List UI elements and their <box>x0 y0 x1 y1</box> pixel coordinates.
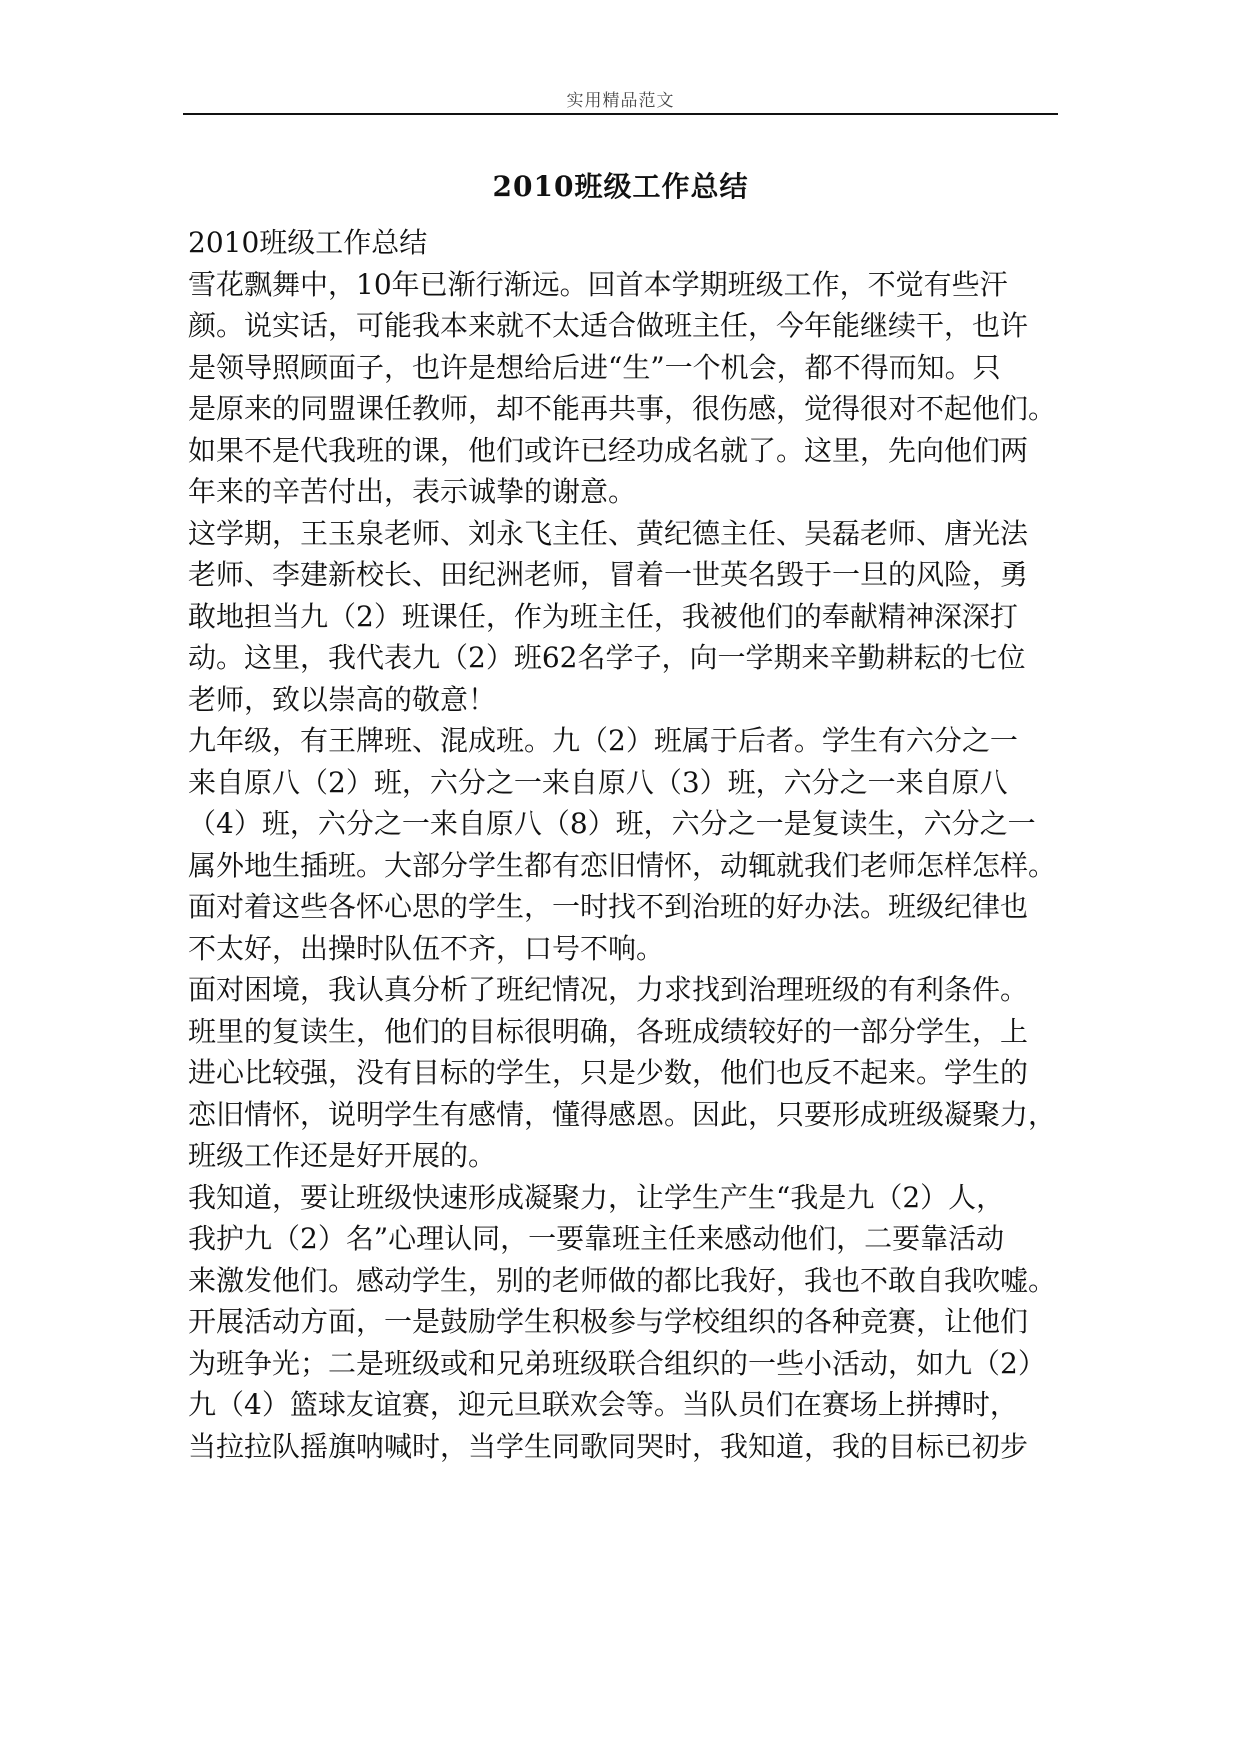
body-line: 是原来的同盟课任教师，却不能再共事，很伤感，觉得很对不起他们。 <box>188 392 1057 425</box>
header-rule <box>183 113 1058 115</box>
body-line: 来激发他们。感动学生，别的老师做的都比我好，我也不敢自我吹嘘。 <box>188 1263 1057 1297</box>
body-line: 不太好，出操时队伍不齐，口号不响。 <box>188 931 665 965</box>
body-line: 九年级，有王牌班、混成班。九（2）班属于后者。学生有六分之一 <box>188 724 1018 757</box>
document-body <box>188 222 1068 1467</box>
body-line: 面对着这些各怀心思的学生，一时找不到治班的好办法。班级纪律也 <box>188 890 1029 923</box>
body-line: 班里的复读生，他们的目标很明确，各班成绩较好的一部分学生，上 <box>188 1014 1029 1048</box>
body-line: 九（4）篮球友谊赛，迎元旦联欢会等。当队员们在赛场上拼搏时， <box>188 1388 1018 1421</box>
body-line: （4）班，六分之一来自原八（8）班，六分之一是复读生，六分之一 <box>188 807 1036 840</box>
body-line: 老师，致以崇高的敬意！ <box>188 682 497 716</box>
body-line: 雪花飘舞中，10年已渐行渐远。回首本学期班级工作，不觉有些汗 <box>188 267 1008 301</box>
body-line: 颜。说实话，可能我本来就不太适合做班主任，今年能继续干，也许 <box>188 309 1029 342</box>
body-line: 恋旧情怀，说明学生有感情，懂得感恩。因此，只要形成班级凝聚力， <box>188 1097 1057 1131</box>
body-line: 老师、李建新校长、田纪洲老师，冒着一世英名毁于一旦的风险，勇 <box>188 558 1029 591</box>
document-title: 2010班级工作总结 <box>492 170 749 203</box>
body-line: 面对困境，我认真分析了班纪情况，力求找到治理班级的有利条件。 <box>188 973 1029 1006</box>
body-line: 敢地担当九（2）班课任，作为班主任，我被他们的奉献精神深深打 <box>188 599 1018 633</box>
body-line: 开展活动方面，一是鼓励学生积极参与学校组织的各种竞赛，让他们 <box>188 1305 1029 1338</box>
body-line: 属外地生插班。大部分学生都有恋旧情怀，动辄就我们老师怎样怎样。 <box>188 848 1057 882</box>
body-line: 2010班级工作总结 <box>188 226 428 259</box>
body-line: 班级工作还是好开展的。 <box>188 1139 497 1172</box>
body-line: 我知道，要让班级快速形成凝聚力，让学生产生“我是九（2）人， <box>188 1180 1005 1214</box>
body-line: 这学期，王玉泉老师、刘永飞主任、黄纪德主任、吴磊老师、唐光法 <box>188 516 1029 550</box>
body-line: 为班争光；二是班级或和兄弟班级联合组织的一些小活动，如九（2） <box>188 1346 1046 1380</box>
body-line: 进心比较强，没有目标的学生，只是少数，他们也反不起来。学生的 <box>188 1056 1029 1089</box>
body-line: 如果不是代我班的课，他们或许已经功成名就了。这里，先向他们两 <box>188 433 1029 467</box>
body-line: 我护九（2）名”心理认同，一要靠班主任来感动他们，二要靠活动 <box>188 1222 1005 1255</box>
page-header: 实用精品范文 <box>566 91 675 111</box>
body-line: 是领导照顾面子，也许是想给后进“生”一个机会，都不得而知。只 <box>188 350 1001 384</box>
body-line: 来自原八（2）班，六分之一来自原八（3）班，六分之一来自原八 <box>188 765 1008 799</box>
body-line: 动。这里，我代表九（2）班62名学子，向一学期来辛勤耕耘的七位 <box>188 641 1026 674</box>
body-line: 当拉拉队摇旗呐喊时，当学生同歌同哭时，我知道，我的目标已初步 <box>188 1429 1029 1463</box>
body-line: 年来的辛苦付出，表示诚挚的谢意。 <box>188 475 637 508</box>
